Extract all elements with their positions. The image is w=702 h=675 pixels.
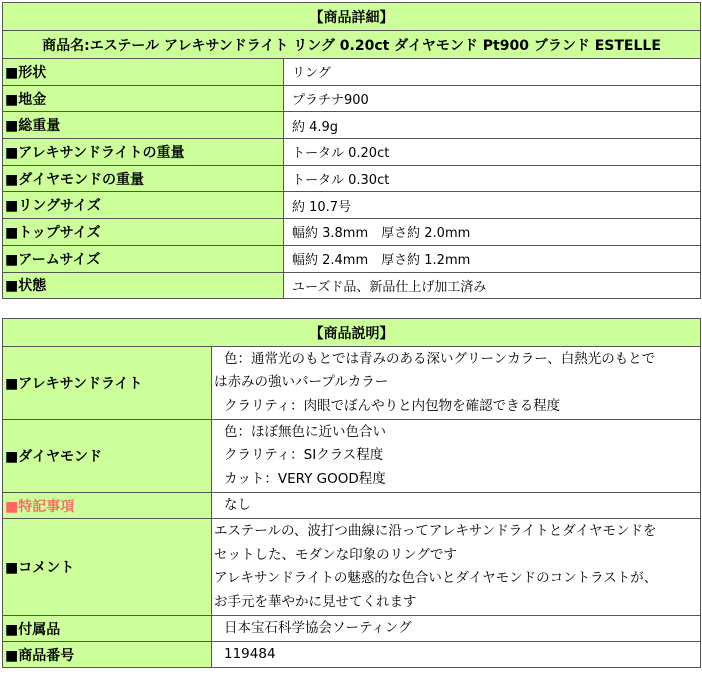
table-row <box>3 85 701 112</box>
accessories-value: 日本宝石科学協会ソーティング <box>212 616 701 642</box>
row-label: ■状態 <box>3 272 284 299</box>
comment-line: お手元を華やかに見せてくれます <box>214 593 417 610</box>
row-value: 幅約 2.4mm 厚さ約 1.2mm <box>284 245 701 272</box>
row-label: ■ダイヤモンドの重量 <box>3 165 284 192</box>
table-row <box>3 165 701 192</box>
row-value: リング <box>284 59 701 86</box>
special-notes-label: ■特記事項 <box>3 493 212 519</box>
diamond-line: カット：VERY GOOD程度 <box>224 470 386 487</box>
row-value: トータル 0.30ct <box>284 165 701 192</box>
row-value: 幅約 3.8mm 厚さ約 2.0mm <box>284 219 701 246</box>
row-label: ■リングサイズ <box>3 192 284 219</box>
product-name: 商品名:エステール アレキサンドライト リング 0.20ct ダイヤモンド Pt900 ブランド ESTELLE <box>3 31 701 59</box>
table-row <box>3 272 701 299</box>
row-value: プラチナ900 <box>284 85 701 112</box>
row-value: 約 4.9g <box>284 112 701 139</box>
item-number-label: ■商品番号 <box>3 642 212 668</box>
table-row <box>3 616 701 642</box>
row-label: ■アレキサンドライトの重量 <box>3 139 284 166</box>
row-value: トータル 0.20ct <box>284 139 701 166</box>
product-details-table <box>2 2 701 299</box>
table-row <box>3 139 701 166</box>
comment-value <box>212 519 701 616</box>
diamond-label: ■ダイヤモンド <box>3 420 212 493</box>
comment-line: エステールの、波打つ曲線に沿ってアレキサンドライトとダイヤモンドを <box>214 523 657 539</box>
product-description-table <box>2 318 701 668</box>
row-label: ■総重量 <box>3 112 284 139</box>
diamond-value <box>212 420 701 493</box>
table-row <box>3 347 701 420</box>
table-row <box>3 112 701 139</box>
diamond-line: 色：ほぼ無色に近い色合い <box>224 423 386 440</box>
table-row <box>3 493 701 519</box>
table-row <box>3 192 701 219</box>
row-value: 約 10.7号 <box>284 192 701 219</box>
table-row <box>3 519 701 616</box>
table-row <box>3 59 701 86</box>
special-notes-value: なし <box>212 493 701 519</box>
comment-line: アレキサンドライトの魅惑的な色合いとダイヤモンドのコントラストが、 <box>214 570 658 586</box>
row-label: ■トップサイズ <box>3 219 284 246</box>
comment-line: セットした、モダンな印象のリングです <box>214 546 457 563</box>
table-row <box>3 245 701 272</box>
details-header: 【商品詳細】 <box>3 3 701 31</box>
row-label: ■形状 <box>3 59 284 86</box>
alexandrite-line: は赤みの強いパープルカラー <box>214 374 389 391</box>
alexandrite-line: クラリティ：肉眼でぼんやりと内包物を確認できる程度 <box>224 397 561 414</box>
item-number-value: 119484 <box>212 642 701 668</box>
alexandrite-label: ■アレキサンドライト <box>3 347 212 420</box>
alexandrite-line: 色：通常光のもとでは青みのある深いグリーンカラー、白熱光のもとで <box>224 350 656 367</box>
table-row <box>3 219 701 246</box>
accessories-label: ■付属品 <box>3 616 212 642</box>
row-label: ■地金 <box>3 85 284 112</box>
table-row <box>3 420 701 493</box>
alexandrite-value <box>212 347 701 420</box>
description-header: 【商品説明】 <box>3 319 701 347</box>
row-label: ■アームサイズ <box>3 245 284 272</box>
table-row <box>3 642 701 668</box>
comment-label: ■コメント <box>3 519 212 616</box>
row-value: ユーズド品、新品仕上げ加工済み <box>284 272 701 299</box>
diamond-line: クラリティ：SIクラス程度 <box>224 447 384 464</box>
